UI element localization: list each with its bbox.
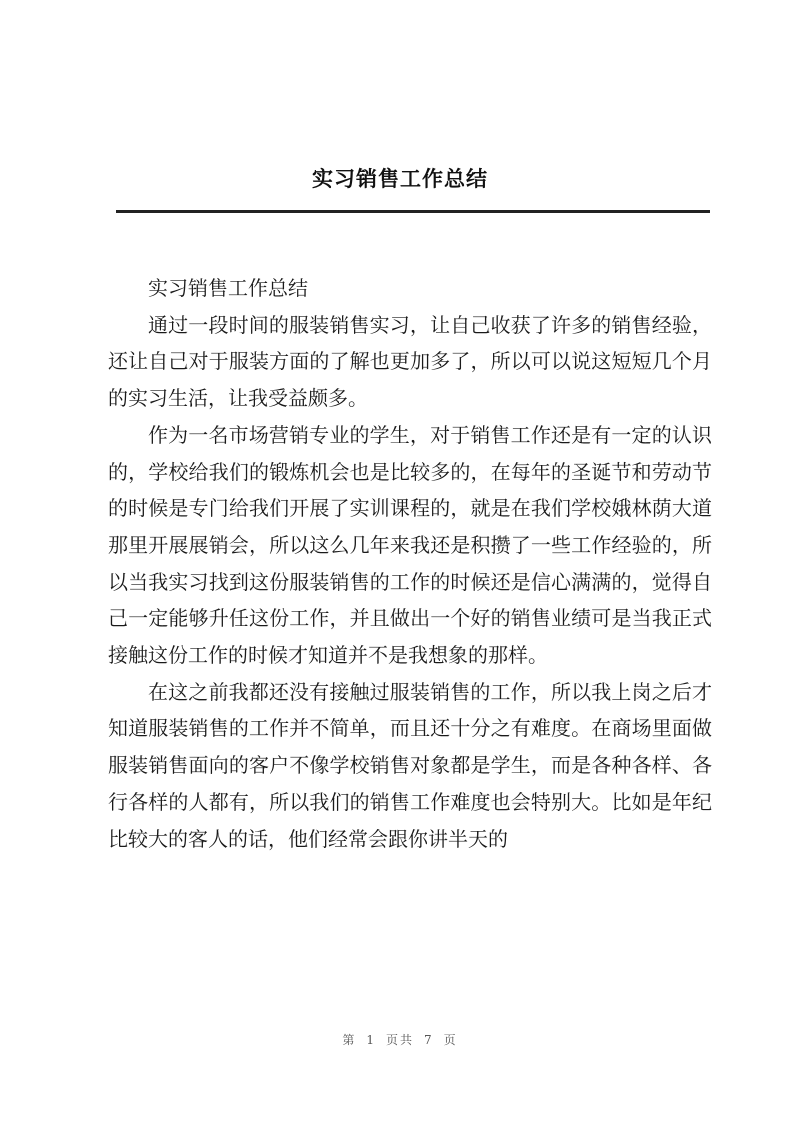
paragraph-heading: 实习销售工作总结	[148, 276, 308, 300]
page-number-footer	[0, 1031, 800, 1048]
paragraph: 通过一段时间的服装销售实习，让自己收获了许多的销售经验，还让自己对于服装方面的了解也更加多了，所以可以说这短短几个月的实习生活，让我受益颇多。	[108, 312, 712, 411]
total-page-count: 7	[424, 1033, 434, 1047]
title-divider	[116, 210, 710, 213]
document-body	[108, 270, 712, 857]
footer-prefix: 第	[342, 1033, 357, 1047]
document-title: 实习销售工作总结	[312, 167, 488, 191]
footer-middle: 页共	[385, 1033, 414, 1047]
current-page-number: 1	[366, 1033, 376, 1047]
paragraph: 作为一名市场营销专业的学生，对于销售工作还是有一定的认识的，学校给我们的锻炼机会也是比较多的，在每年的圣诞节和劳动节的时候是专门给我们开展了实训课程的，就是在我们学校娥林荫大道那里开展展销会，所以这么几年来我还是积攒了一些工作经验的，所以当我实习找到这份服装销售的工作的时候还是信心满满的，觉得自己一定能够升任这份工作，并且做出一个好的销售业绩可是当我正式接触这份工作的时候才知道并不是我想象的那样。	[108, 422, 712, 668]
paragraph: 在这之前我都还没有接触过服装销售的工作，所以我上岗之后才知道服装销售的工作并不简单，而且还十分之有难度。在商场里面做服装销售面向的客户不像学校销售对象都是学生，而是各种各样、各行各样的人都有，所以我们的销售工作难度也会特别大。比如是年纪比较大的客人的话，他们经常会跟你讲半天的	[108, 679, 712, 851]
footer-suffix: 页	[443, 1033, 458, 1047]
